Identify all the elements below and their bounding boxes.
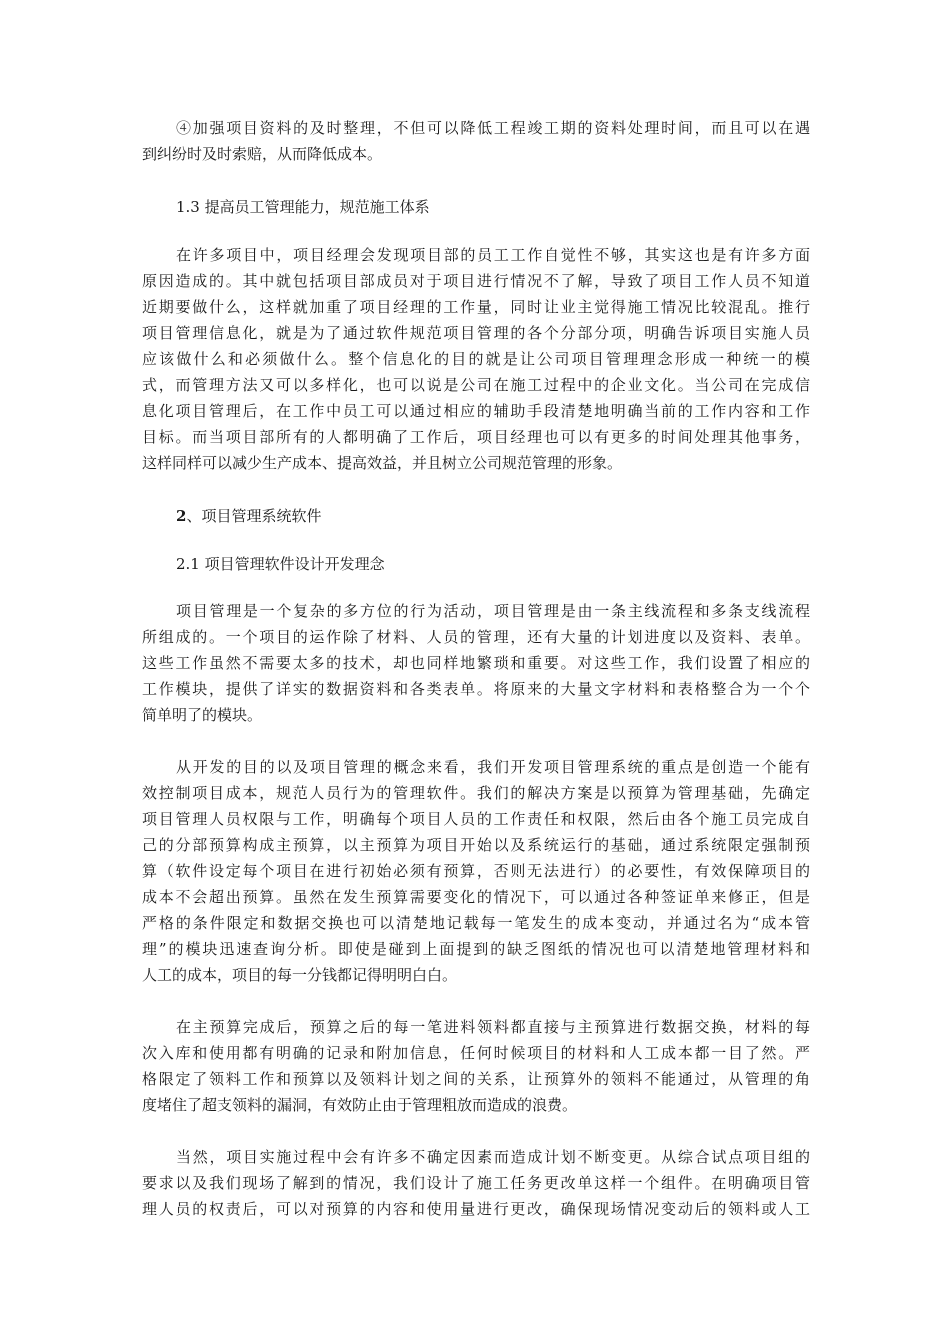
text-line: 这样同样可以减少生产成本、提高效益，并且树立公司规范管理的形象。 [142,454,623,472]
text-line: 算（软件设定每个项目在进行初始必须有预算，否则无法进行）的必要性，有效保障项目的 [142,862,810,880]
text-line: 次入库和使用都有明确的记录和附加信息，任何时候项目的材料和人工成本都一目了然。严 [142,1044,810,1062]
text-line: 项目管理信息化，就是为了通过软件规范项目管理的各个分部分项，明确告诉项目实施人员 [142,324,810,342]
section-heading-2 [142,503,810,529]
text-line: 当然，项目实施过程中会有许多不确定因素而造成计划不断变更。从综合试点项目组的 [176,1148,810,1166]
text-line: 项目管理是一个复杂的多方位的行为活动，项目管理是由一条主线流程和多条支线流程 [176,602,810,620]
text-line: 成本不会超出预算。虽然在发生预算需要变化的情况下，可以通过各种签证单来修正，但是 [142,888,810,906]
heading-text [142,503,810,529]
text-line: 度堵住了超支领料的漏洞，有效防止由于管理粗放而造成的浪费。 [142,1096,578,1114]
text-line: 式，而管理方法又可以多样化，也可以说是公司在施工过程中的企业文化。当公司在完成信 [142,376,810,394]
text-line: 理人员的权责后，可以对预算的内容和使用量进行更改，确保现场情况变动后的领料或人工 [142,1200,810,1218]
text-line: 原因造成的。其中就包括项目部成员对于项目进行情况不了解，导致了项目工作人员不知道 [142,272,810,290]
text-line: 从开发的目的以及项目管理的概念来看，我们开发项目管理系统的重点是创造一个能有 [176,758,810,776]
paragraph-main-budget [142,1014,810,1118]
text-line: 目标。而当项目部所有的人都明确了工作后，项目经理也可以有更多的时间处理其他事务， [142,428,810,446]
text-line: 在主预算完成后，预算之后的每一笔进料领料都直接与主预算进行数据交换，材料的每 [176,1018,810,1036]
heading-label: 、项目管理系统软件 [186,507,322,525]
text-line: 到纠纷时及时索赔，从而降低成本。 [142,145,383,163]
text-line: 理”的模块迅速查询分析。即使是碰到上面提到的缺乏图纸的情况也可以清楚地管理材料和 [142,940,810,958]
section-heading-1-3 [142,194,810,220]
paragraph-change-order [142,1144,810,1222]
text-line: 应该做什么和必须做什么。整个信息化的目的就是让公司项目管理理念形成一种统一的模 [142,350,810,368]
heading-text: 1.3 提高员工管理能力，规范施工体系 [176,198,430,216]
paragraph-material-management [142,115,810,167]
text-line: 近期要做什么，这样就加重了项目经理的工作量，同时让业主觉得施工情况比较混乱。推行 [142,298,810,316]
heading-number: 2 [176,507,187,525]
text-line: 所组成的。一个项目的运作除了材料、人员的管理，还有大量的计划进度以及资料、表单。 [142,628,810,646]
text-line: ④加强项目资料的及时整理，不但可以降低工程竣工期的资料处理时间，而且可以在遇 [176,119,810,137]
text-line: 在许多项目中，项目经理会发现项目部的员工工作自觉性不够，其实这也是有许多方面 [176,246,810,264]
text-line: 这些工作虽然不需要太多的技术，却也同样地繁琐和重要。对这些工作，我们设置了相应的 [142,654,810,672]
text-line: 息化项目管理后，在工作中员工可以通过相应的辅助手段清楚地明确当前的工作内容和工作 [142,402,810,420]
text-line: 简单明了的模块。 [142,706,263,724]
text-line: 项目管理人员权限与工作，明确每个项目人员的工作责任和权限，然后由各个施工员完成自 [142,810,810,828]
text-line: 要求以及我们现场了解到的情况，我们设计了施工任务更改单这样一个组件。在明确项目管 [142,1174,810,1192]
text-line: 工作模块，提供了详实的数据资料和各类表单。将原来的大量文字材料和表格整合为一个个 [142,680,810,698]
paragraph-software-concept [142,598,810,728]
text-line: 人工的成本，项目的每一分钱都记得明明白白。 [142,966,458,984]
heading-text: 2.1 项目管理软件设计开发理念 [176,555,385,573]
text-line: 效控制项目成本，规范人员行为的管理软件。我们的解决方案是以预算为管理基础，先确定 [142,784,810,802]
paragraph-development-goal [142,754,810,988]
text-line: 严格的条件限定和数据交换也可以清楚地记载每一笔发生的成本变动，并通过名为“成本管 [142,914,810,932]
section-heading-2-1 [142,551,810,577]
text-line: 己的分部预算构成主预算，以主预算为项目开始以及系统运行的基础，通过系统限定强制预 [142,836,810,854]
paragraph-staff-management [142,242,810,476]
text-line: 格限定了领料工作和预算以及领料计划之间的关系，让预算外的领料不能通过，从管理的角 [142,1070,810,1088]
